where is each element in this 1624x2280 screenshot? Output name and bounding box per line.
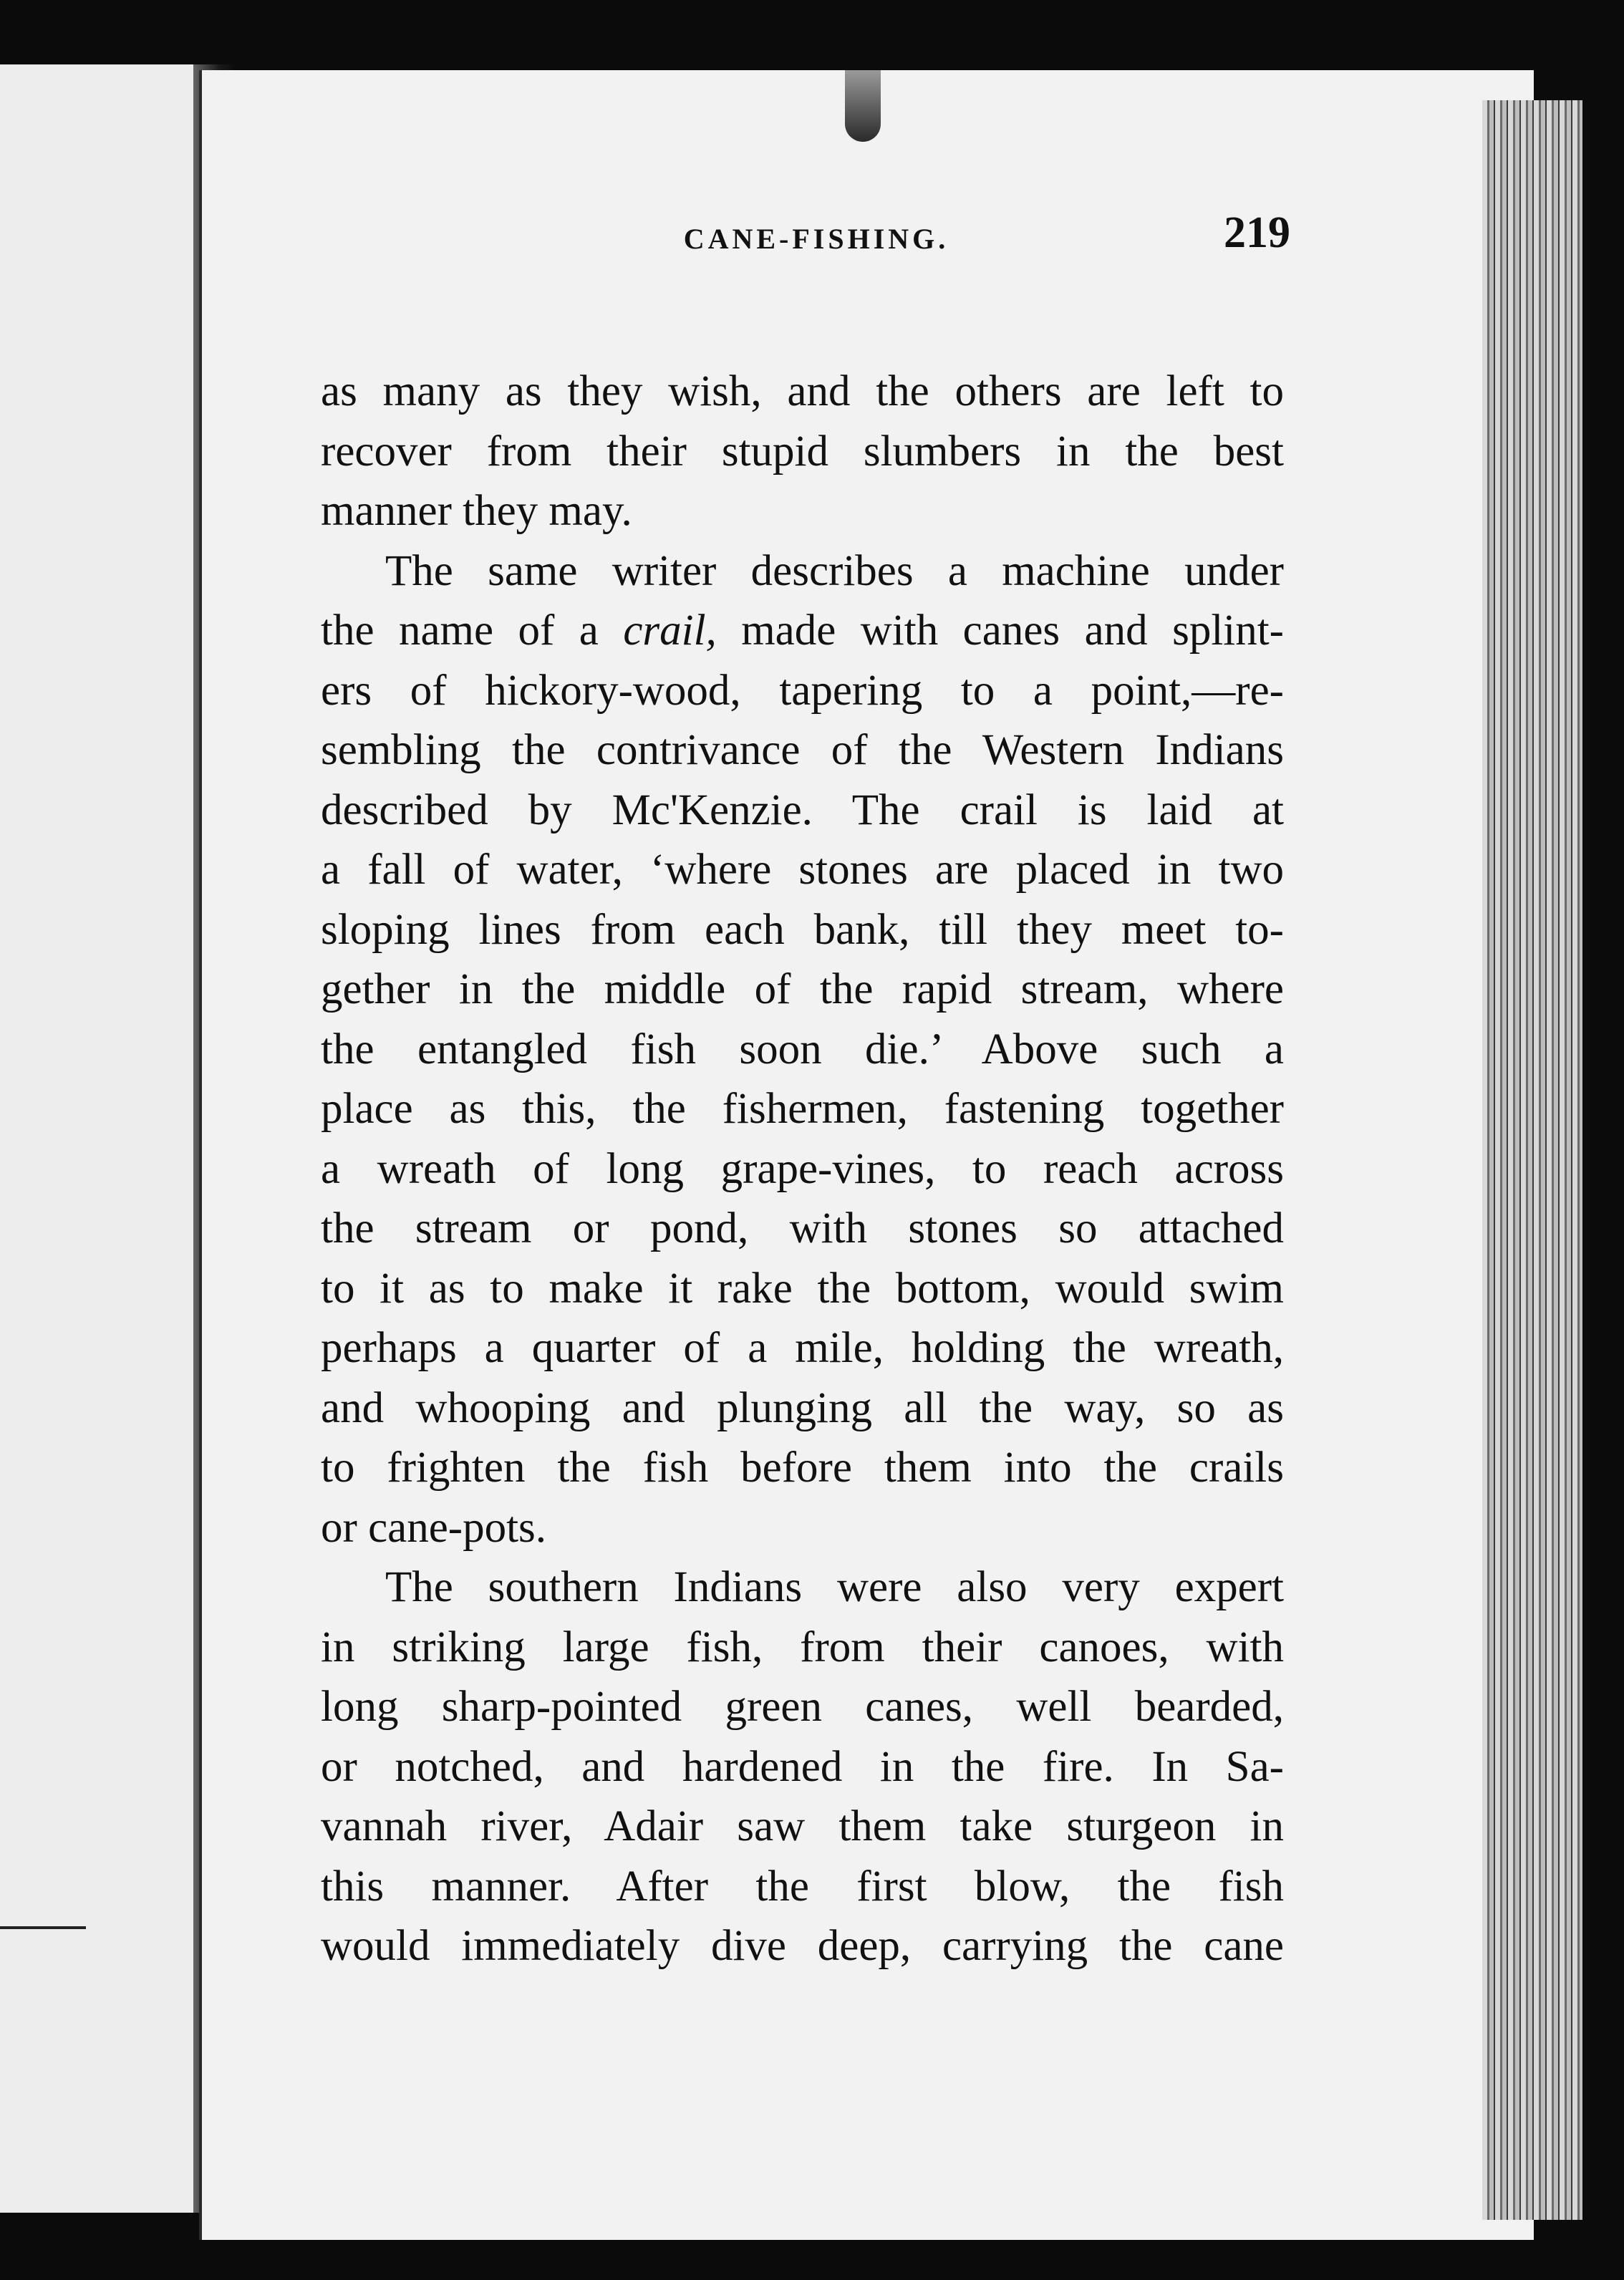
- page-edges: [1482, 100, 1582, 2220]
- text-line: described by Mc'Kenzie. The crail is laid at: [321, 786, 1284, 834]
- text-line: the entangled fish soon die.’ Above such a: [321, 1025, 1284, 1073]
- text-line: manner they may.: [321, 487, 632, 535]
- text-line: recover from their stupid slumbers in the best: [321, 427, 1284, 475]
- page-body-text: [321, 362, 1284, 1976]
- running-head: CANE-FISHING.: [683, 223, 949, 255]
- text-line: The same writer describes a machine under: [385, 546, 1284, 595]
- italic-term: crail,: [623, 607, 717, 654]
- text-line: to it as to make it rake the bottom, would swim: [321, 1264, 1284, 1313]
- text-line: and whooping and plunging all the way, so as: [321, 1383, 1284, 1432]
- text-span: the name of a: [321, 607, 624, 654]
- page-number: 219: [1224, 208, 1290, 257]
- text-line: a fall of water, ‘where stones are placed in two: [321, 846, 1284, 894]
- text-line: or notched, and hardened in the fire. In Sa-: [321, 1742, 1284, 1791]
- text-line: sloping lines from each bank, till they meet to-: [321, 905, 1284, 954]
- text-line: in striking large fish, from their canoes, with: [321, 1623, 1284, 1671]
- text-line: ers of hickory-wood, tapering to a point,—re-: [321, 666, 1284, 715]
- text-line: perhaps a quarter of a mile, holding the wreath,: [321, 1324, 1284, 1372]
- text-line: the stream or pond, with stones so attached: [321, 1204, 1284, 1252]
- text-span: made with canes and splint-: [716, 607, 1284, 654]
- text-line: or cane-pots.: [321, 1503, 547, 1552]
- text-line: gether in the middle of the rapid stream, where: [321, 965, 1284, 1013]
- text-line: a wreath of long grape-vines, to reach across: [321, 1144, 1284, 1193]
- text-line: this manner. After the first blow, the fish: [321, 1862, 1284, 1911]
- text-line: The southern Indians were also very expert: [385, 1563, 1284, 1611]
- page-header: [337, 202, 1296, 274]
- footnote-rule: [0, 1926, 86, 1929]
- previous-page-fragment: [0, 64, 212, 2213]
- binding-highlight: [845, 70, 881, 142]
- text-line: vannah river, Adair saw them take sturgeon in: [321, 1802, 1284, 1850]
- text-line: would immediately dive deep, carrying the cane: [321, 1922, 1284, 1970]
- text-line: to frighten the fish before them into the crails: [321, 1444, 1284, 1492]
- text-line: sembling the contrivance of the Western Indians: [321, 726, 1284, 774]
- text-line: as many as they wish, and the others are left to: [321, 367, 1284, 415]
- text-line: place as this, the fishermen, fastening together: [321, 1085, 1284, 1133]
- text-line: long sharp-pointed green canes, well bearded,: [321, 1683, 1284, 1731]
- text-line: [321, 601, 1284, 661]
